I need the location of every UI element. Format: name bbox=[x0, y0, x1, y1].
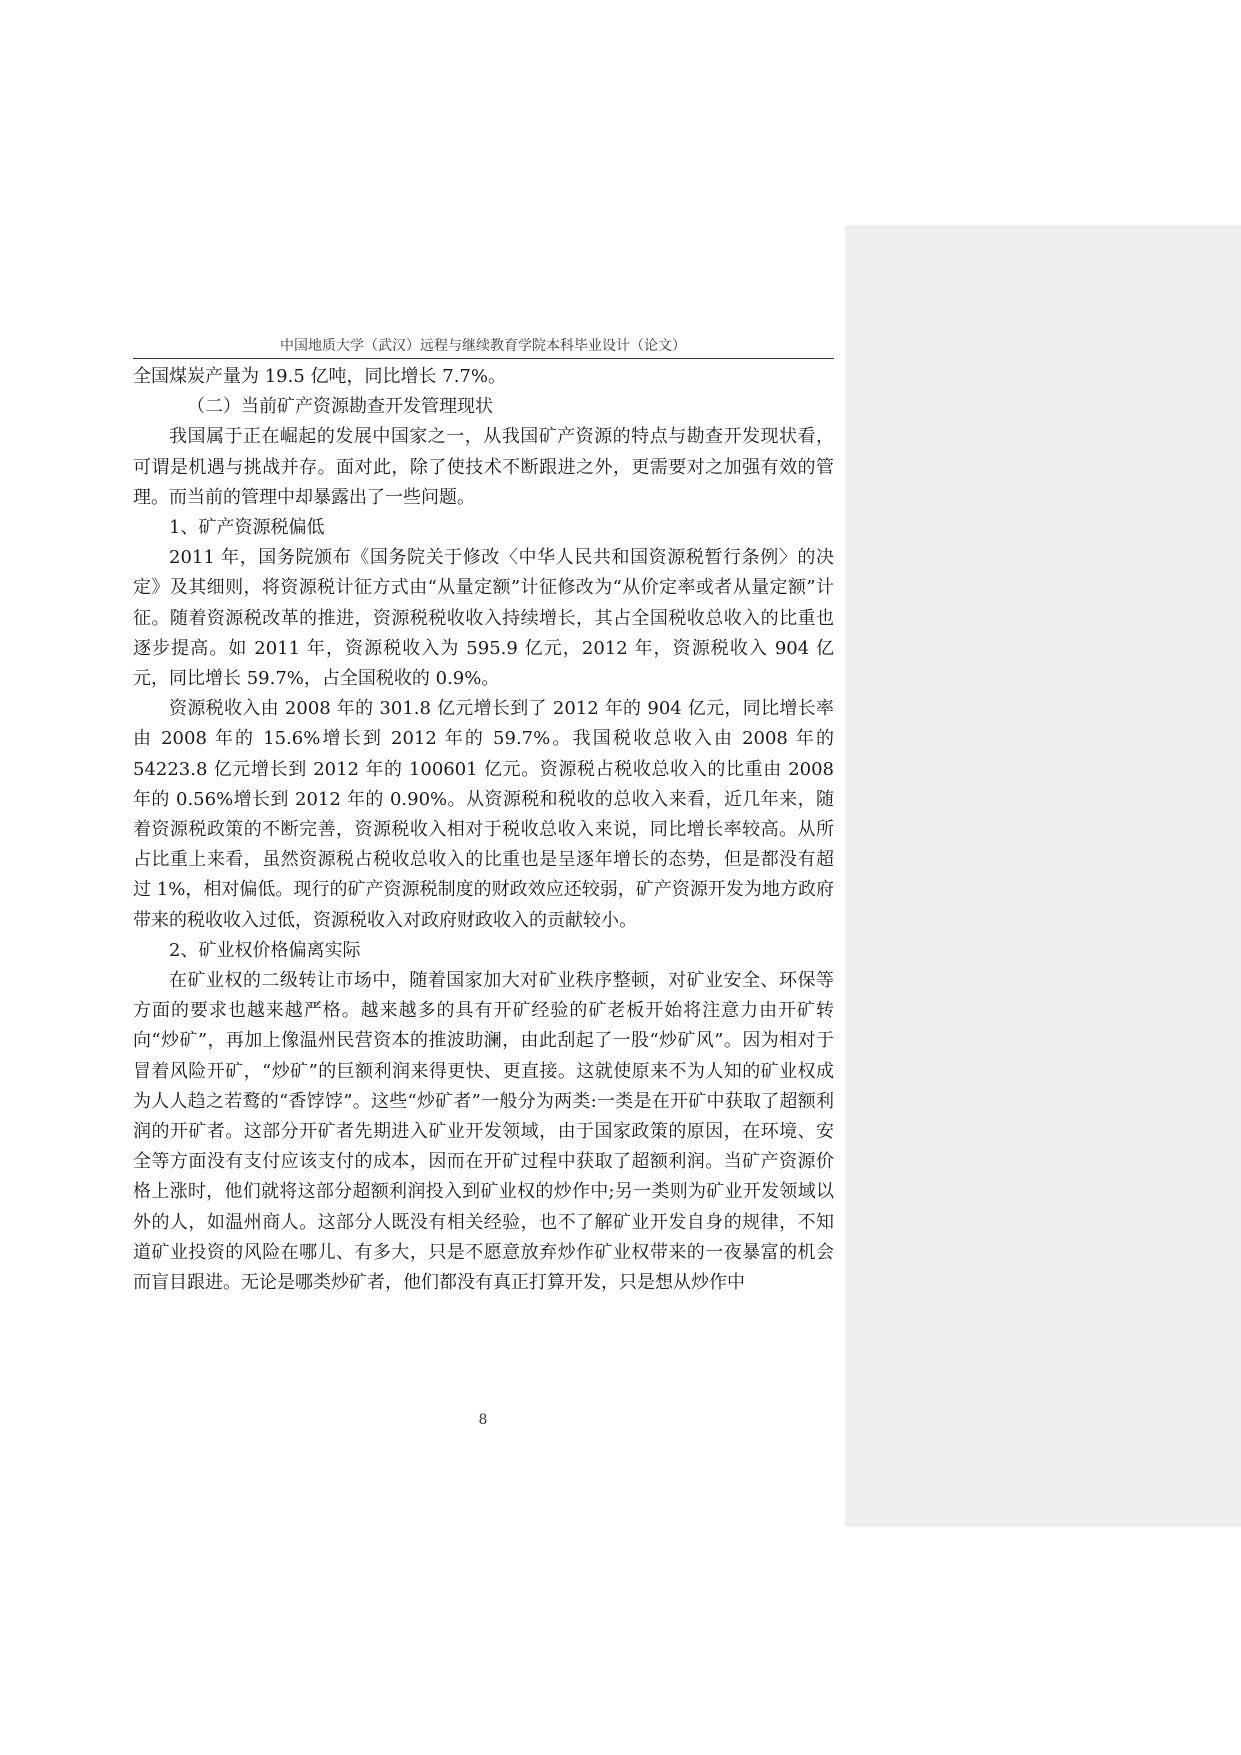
comment-pane bbox=[845, 225, 1241, 1527]
subsection-heading: 2、矿业权价格偏离实际 bbox=[169, 939, 361, 961]
body-text bbox=[133, 362, 834, 1298]
page-number: 8 bbox=[478, 1412, 488, 1428]
page-header: 中国地质大学（武汉）远程与继续教育学院本科毕业设计（论文） bbox=[280, 338, 686, 354]
header-rule bbox=[133, 358, 834, 359]
section-heading: （二）当前矿产资源勘查开发管理现状 bbox=[187, 396, 493, 418]
paragraph: 在矿业权的二级转让市场中，随着国家加大对矿业秩序整顿，对矿业安全、环保等方面的要求也越来越严格。越来越多的具有开矿经验的矿老板开始将注意力由开矿转向“炒矿”，再加上像温州民营资本的推波助澜，由此刮起了一股“炒矿风”。因为相对于冒着风险开矿，“炒矿”的巨额利润来得更快、更直接。这就使原来不为人知的矿业权成为人人趋之若鹜的“香饽饽”。这些“炒矿者”一般分为两类:一类是在开矿中获取了超额利润的开矿者。这部分开矿者先期进入矿业开发领域，由于国家政策的原因，在环境、安全等方面没有支付应该支付的成本，因而在开矿过程中获取了超额利润。当矿产资源价格上涨时，他们就将这部分超额利润投入到矿业权的炒作中;另一类则为矿业开发领域以外的人，如温州商人。这部分人既没有相关经验，也不了解矿业开发自身的规律，不知道矿业投资的风险在哪儿、有多大，只是不愿意放弃炒作矿业权带来的一夜暴富的机会而盲目跟进。无论是哪类炒矿者，他们都没有真正打算开发，只是想从炒作中 bbox=[133, 970, 834, 1294]
paragraph: 资源税收入由 2008 年的 301.8 亿元增长到了 2012 年的 904 亿元，同比增长率由 2008 年的 15.6%增长到 2012 年的 59.7%。我国税收总收入由 2008 年的 54223.8 亿元增长到 2012 年的 100601 亿元。资源税占税收总收入的比重由 2008 年的 0.56%增长到 2012 年的 0.90%。从资源税和税收的总收入来看，近几年来，随着资源税政策的不断完善，资源税收入相对于税收总收入来说，同比增长率较高。从所占比重上来看，虽然资源税占税收总收入的比重也是呈逐年增长的态势，但是都没有超过 1%，相对偏低。现行的矿产资源税制度的财政效应还较弱，矿产资源开发为地方政府带来的税收收入过低，资源税收入对政府财政收入的贡献较小。 bbox=[133, 698, 834, 931]
subsection-heading: 1、矿产资源税偏低 bbox=[169, 517, 325, 539]
paragraph: 我国属于正在崛起的发展中国家之一，从我国矿产资源的特点与勘查开发现状看，可谓是机遇与挑战并存。面对此，除了使技术不断跟进之外，更需要对之加强有效的管理。而当前的管理中却暴露出了一些问题。 bbox=[133, 426, 834, 508]
paragraph-continued: 全国煤炭产量为 19.5 亿吨，同比增长 7.7%。 bbox=[133, 366, 506, 387]
paragraph: 2011 年，国务院颁布《国务院关于修改〈中华人民共和国资源税暂行条例〉的决定》及其细则，将资源税计征方式由“从量定额”计征修改为“从价定率或者从量定额”计征。随着资源税改革的推进，资源税税收收入持续增长，其占全国税收总收入的比重也逐步提高。如 2011 年，资源税收入为 595.9 亿元，2012 年，资源税收入 904 亿元，同比增长 59.7%，占全国税收的 0.9%。 bbox=[133, 547, 834, 690]
